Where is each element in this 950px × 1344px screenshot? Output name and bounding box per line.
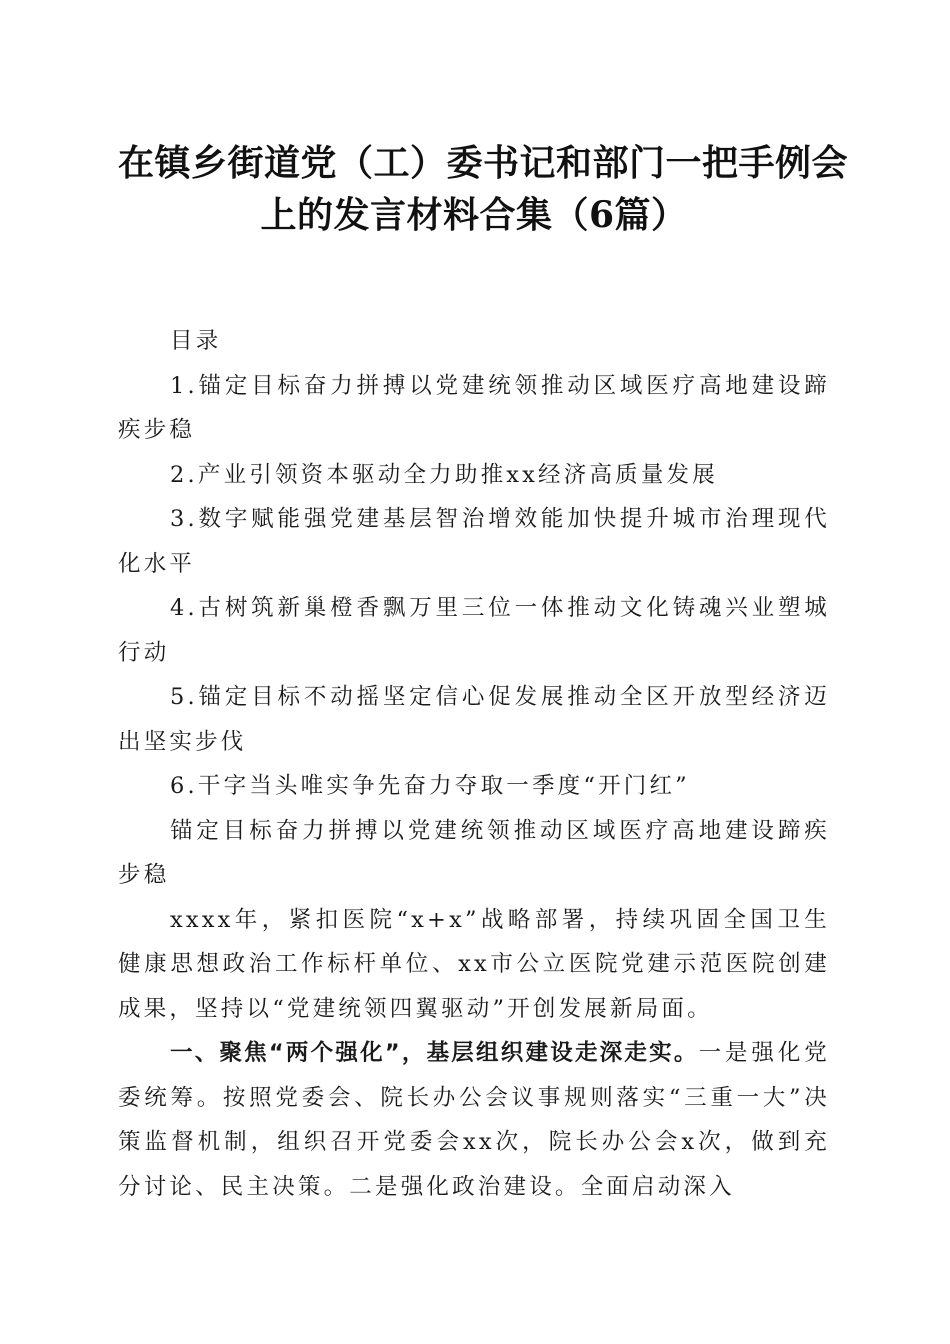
toc-item-1: 1.锚定目标奋力拼搏以党建统领推动区域医疗高地建设蹄疾步稳 <box>118 372 830 443</box>
point-1-paragraph <box>118 1031 830 1209</box>
section-title: 锚定目标奋力拼搏以党建统领推动区域医疗高地建设蹄疾步稳 <box>118 817 830 888</box>
title-line-2: 上的发言材料合集（6篇） <box>260 194 688 236</box>
toc-item-4: 4.古树筑新巢橙香飘万里三位一体推动文化铸魂兴业塑城行动 <box>118 595 830 666</box>
toc-item-2: 2.产业引领资本驱动全力助推xx经济高质量发展 <box>170 461 718 488</box>
point-1-lead: 一、聚焦“两个强化”，基层组织建设走深走实。 <box>170 1040 699 1066</box>
document-title <box>118 137 849 241</box>
document-page <box>118 0 849 1209</box>
toc-item-5: 5.锚定目标不动摇坚定信心促发展推动全区开放型经济迈出坚实步伐 <box>118 684 830 755</box>
toc-item-3: 3.数字赋能强党建基层智治增效能加快提升城市治理现代化水平 <box>118 506 830 577</box>
document-body <box>118 319 830 1209</box>
intro-paragraph: xxxx年，紧扣医院“x+x”战略部署，持续巩固全国卫生健康思想政治工作标杆单位、xx市公立医院党建示范医院创建成果，坚持以“党建统领四翼驱动”开创发展新局面。 <box>118 906 830 1022</box>
point-1-text: 一是强化党委统筹。按照党委会、院长办公会议事规则落实“三重一大”决策监督机制，组织召开党委会xx次，院长办公会x次，做到充分讨论、民主决策。二是强化政治建设。全面启动深入 <box>118 1040 830 1200</box>
title-line-1: 在镇乡街道党（工）委书记和部门一把手例会 <box>118 142 849 184</box>
toc-item-6: 6.干字当头唯实争先奋力夺取一季度“开门红” <box>170 773 690 799</box>
toc-heading: 目录 <box>170 328 222 354</box>
